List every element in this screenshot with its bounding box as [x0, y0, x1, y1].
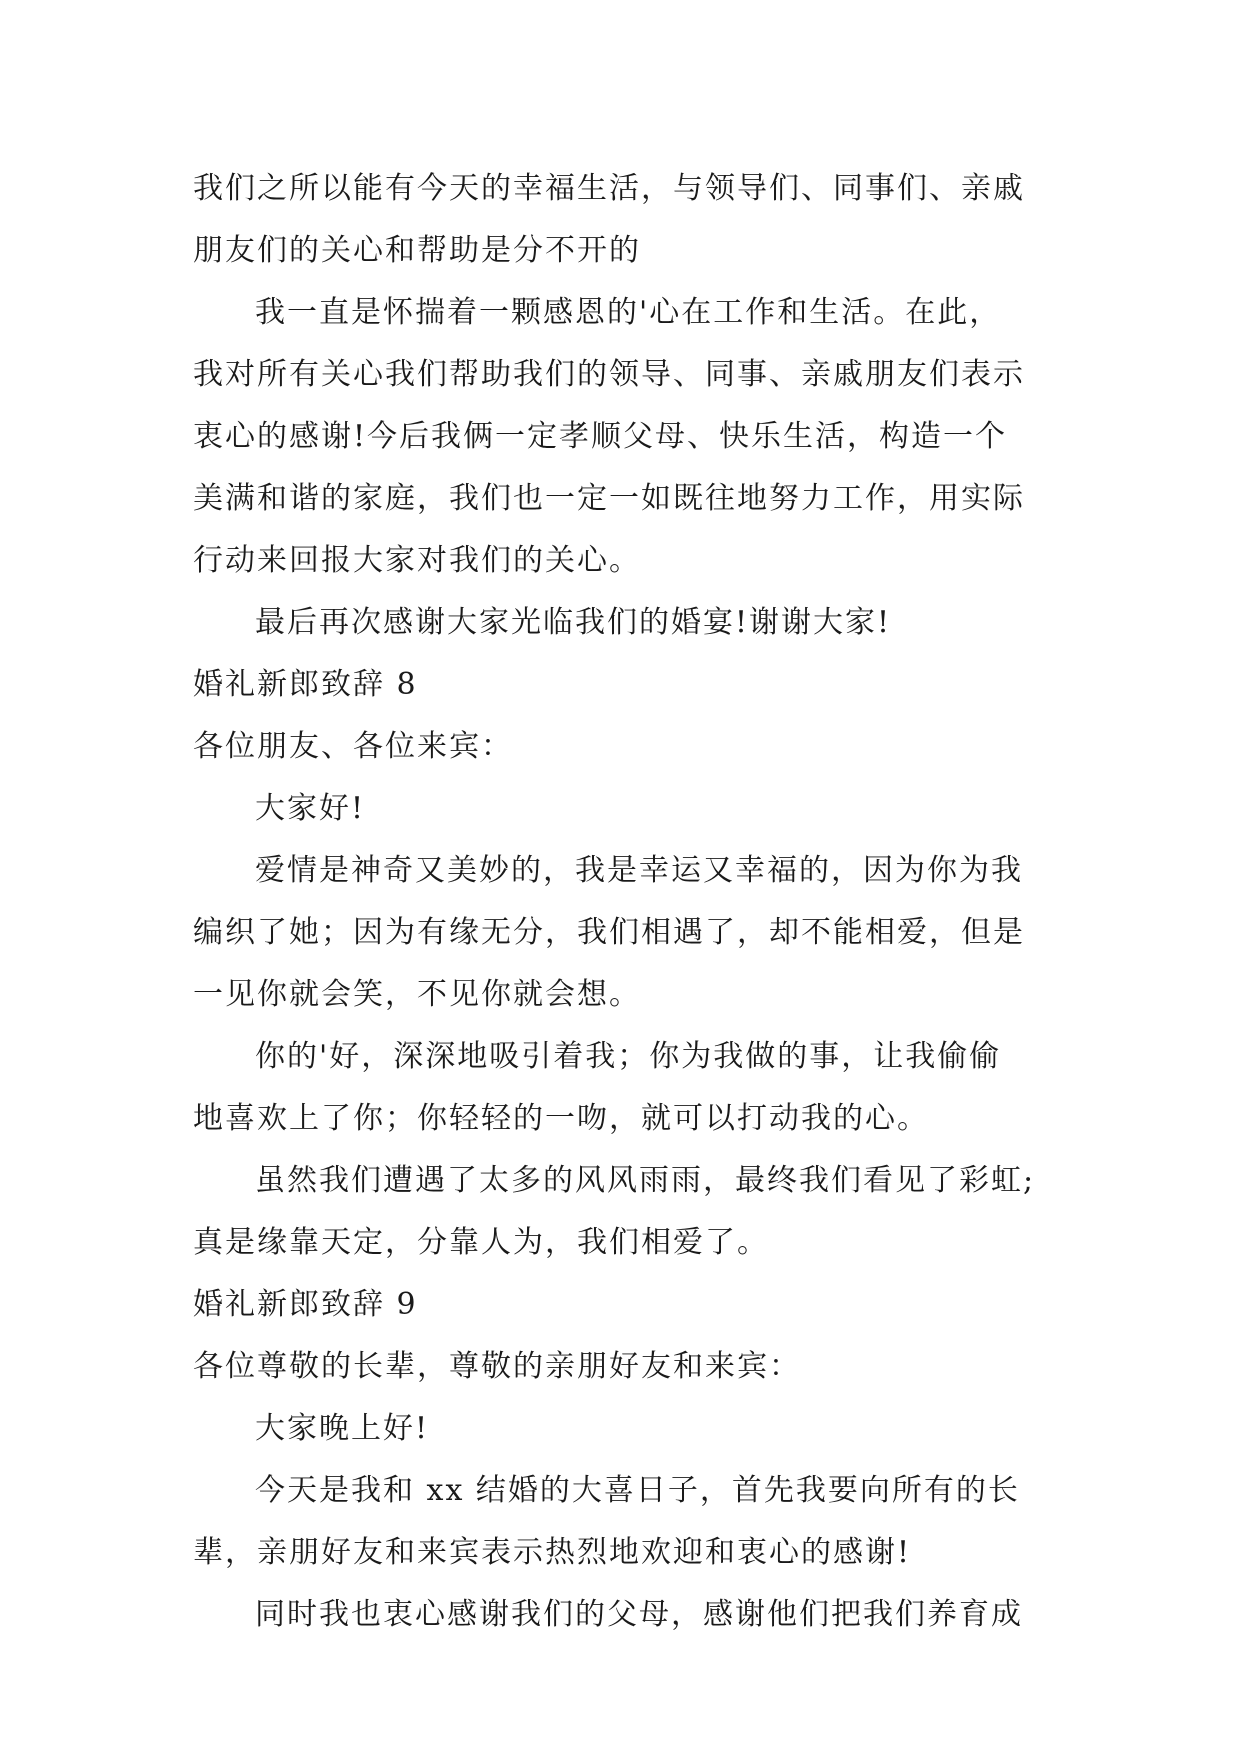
- paragraph-line: 大家好!: [255, 791, 366, 826]
- paragraph-line: 爱情是神奇又美妙的，我是幸运又幸福的，因为你为我: [255, 853, 1023, 888]
- paragraph-line: 我一直是怀揣着一颗感恩的'心在工作和生活。在此，: [255, 295, 1002, 330]
- paragraph-line: 虽然我们遭遇了太多的风风雨雨，最终我们看见了彩虹;: [255, 1163, 1036, 1198]
- paragraph-line: 衷心的感谢!今后我俩一定孝顺父母、快乐生活，构造一个: [193, 419, 1008, 454]
- paragraph-line: 朋友们的关心和帮助是分不开的: [193, 233, 641, 268]
- paragraph-line: 美满和谐的家庭，我们也一定一如既往地努力工作，用实际: [193, 481, 1025, 516]
- paragraph-line: 各位尊敬的长辈，尊敬的亲朋好友和来宾：: [193, 1349, 801, 1384]
- paragraph-line: 真是缘靠天定，分靠人为，我们相爱了。: [193, 1225, 769, 1260]
- paragraph-line: 各位朋友、各位来宾：: [193, 729, 513, 764]
- section-heading: 婚礼新郎致辞 9: [193, 1287, 418, 1322]
- paragraph-line: 我对所有关心我们帮助我们的领导、同事、亲戚朋友们表示: [193, 357, 1025, 392]
- section-heading: 婚礼新郎致辞 8: [193, 667, 418, 702]
- paragraph-line: 编织了她；因为有缘无分，我们相遇了，却不能相爱，但是: [193, 915, 1025, 950]
- paragraph-line: 最后再次感谢大家光临我们的婚宴!谢谢大家!: [255, 605, 892, 640]
- paragraph-line: 地喜欢上了你；你轻轻的一吻，就可以打动我的心。: [193, 1101, 929, 1136]
- paragraph-line: 同时我也衷心感谢我们的父母，感谢他们把我们养育成: [255, 1597, 1023, 1632]
- paragraph-line: 辈，亲朋好友和来宾表示热烈地欢迎和衷心的感谢!: [193, 1535, 912, 1570]
- paragraph-line: 大家晚上好!: [255, 1411, 430, 1446]
- paragraph-line: 行动来回报大家对我们的关心。: [193, 543, 641, 578]
- paragraph-line: 我们之所以能有今天的幸福生活，与领导们、同事们、亲戚: [193, 171, 1025, 206]
- paragraph-line: 今天是我和 xx 结婚的大喜日子，首先我要向所有的长: [255, 1473, 1020, 1508]
- paragraph-line: 你的'好，深深地吸引着我；你为我做的事，让我偷偷: [255, 1039, 1002, 1074]
- paragraph-line: 一见你就会笑，不见你就会想。: [193, 977, 641, 1012]
- document-body: [193, 158, 1053, 1646]
